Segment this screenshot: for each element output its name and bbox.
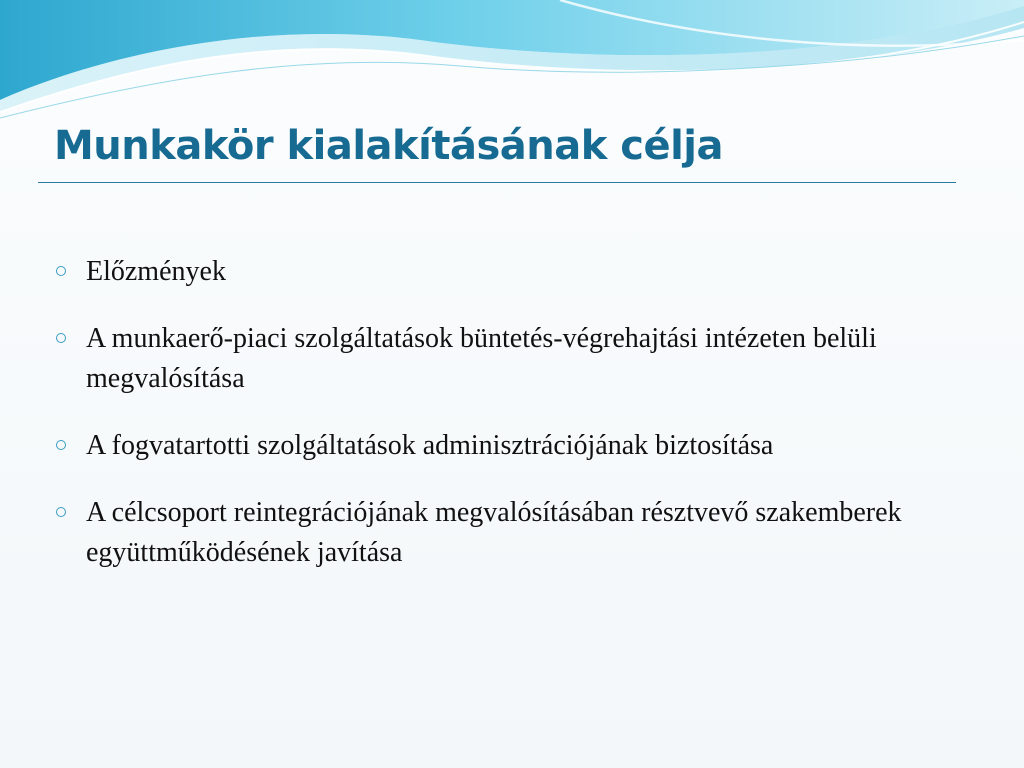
circle-bullet-icon [56, 266, 66, 276]
slide-title: Munkakör kialakításának célja [54, 123, 723, 169]
bullet-item [56, 426, 956, 466]
circle-bullet-icon [56, 333, 66, 343]
bullet-text: A célcsoport reintegrációjának megvalósításában résztvevő szakemberek együttműködésének javítása [86, 497, 902, 568]
circle-bullet-icon [56, 440, 66, 450]
bullet-item [56, 493, 956, 573]
bullet-list [56, 252, 956, 600]
bullet-text: Előzmények [86, 256, 226, 287]
decorative-wave-header [0, 0, 1024, 130]
bullet-text: A munkaerő-piaci szolgáltatások büntetés-végrehajtási intézeten belüli megvalósítása [86, 323, 877, 394]
title-divider [38, 182, 956, 183]
bullet-text: A fogvatartotti szolgáltatások adminisztrációjának biztosítása [86, 430, 774, 461]
bullet-item [56, 319, 956, 399]
bullet-item [56, 252, 956, 292]
circle-bullet-icon [56, 507, 66, 517]
